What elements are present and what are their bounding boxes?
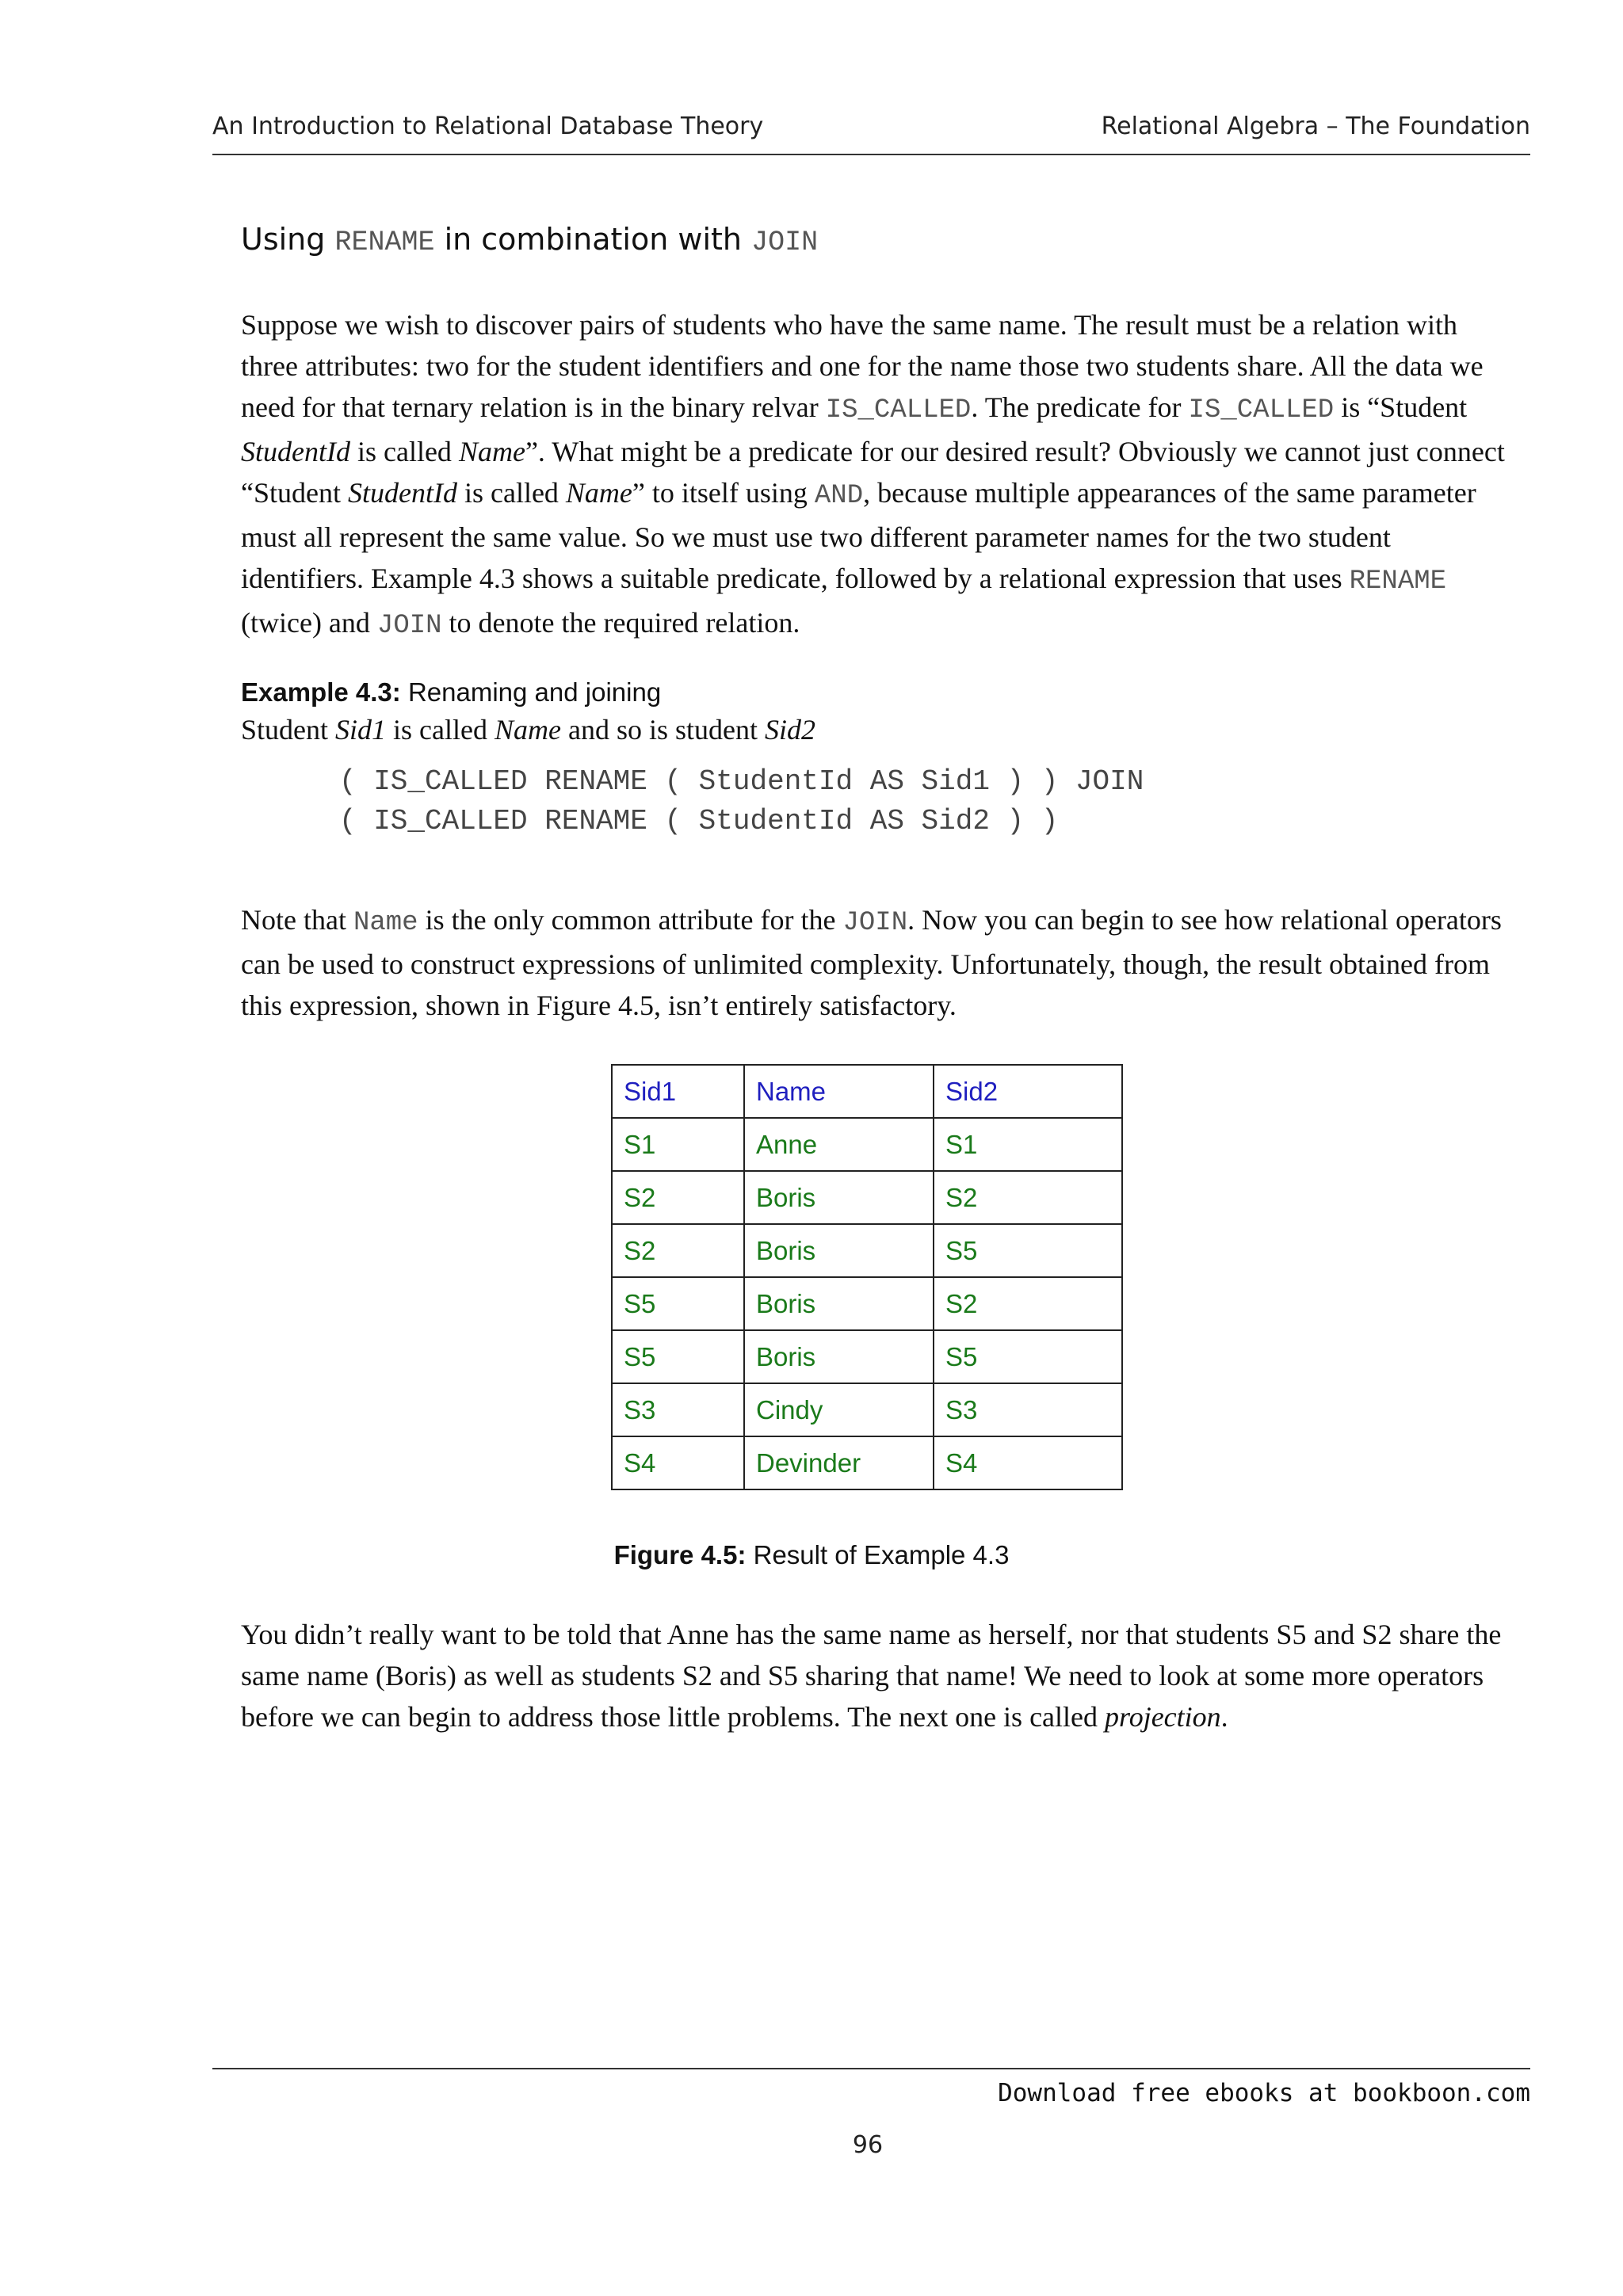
italic-term: projection <box>1105 1701 1221 1733</box>
paragraph-join-note: Note that Name is the only common attribute for the JOIN. Now you can begin to see how relational operators can be used to construct expressions of unlimited complexity. Unfortunately, though, the result obtained from this expression, shown in Figure 4.5, isn’t entirely satisfactory. <box>241 904 1502 1021</box>
inline-code: RENAME <box>1349 566 1447 597</box>
italic-term: StudentId <box>241 436 350 467</box>
column-header-name: Name <box>744 1065 934 1118</box>
inline-code: JOIN <box>376 611 442 641</box>
example-heading <box>241 677 661 707</box>
table-row <box>612 1118 1122 1171</box>
table-cell: Boris <box>744 1171 934 1224</box>
column-header-sid1: Sid1 <box>612 1065 744 1118</box>
table-cell: S3 <box>934 1383 1122 1436</box>
table-cell: S1 <box>934 1118 1122 1171</box>
table-cell: S5 <box>934 1330 1122 1383</box>
inline-code: Name <box>353 908 418 938</box>
example-label: Example 4.3: <box>241 677 401 707</box>
section-heading-text: in combination with <box>434 222 752 257</box>
code-block-line-1: ( IS_CALLED RENAME ( StudentId AS Sid1 ) ) JOIN <box>339 765 1144 798</box>
inline-code: IS_CALLED <box>1188 395 1335 425</box>
table-cell: S4 <box>934 1436 1122 1489</box>
table-cell: S5 <box>612 1330 744 1383</box>
italic-term: Name <box>494 714 561 746</box>
italic-term: StudentId <box>347 477 457 509</box>
table-cell: S3 <box>612 1383 744 1436</box>
footer-download-link[interactable]: Download free ebooks at bookboon.com <box>998 2079 1530 2107</box>
figure-label: Figure 4.5: <box>613 1540 747 1569</box>
column-header-sid2: Sid2 <box>934 1065 1122 1118</box>
table-cell: S2 <box>934 1277 1122 1330</box>
table-cell: Boris <box>744 1330 934 1383</box>
table-cell: S5 <box>612 1277 744 1330</box>
section-heading-code-rename: RENAME <box>334 227 435 258</box>
table-cell: S4 <box>612 1436 744 1489</box>
table-cell: Boris <box>744 1277 934 1330</box>
table-cell: Anne <box>744 1118 934 1171</box>
inline-code: AND <box>814 481 864 511</box>
running-header-chapter-title: Relational Algebra – The Foundation <box>1101 113 1530 140</box>
table-row <box>612 1383 1122 1436</box>
example-predicate: Student Sid1 is called Name and so is student Sid2 <box>241 714 815 746</box>
figure-caption-text: Result of Example 4.3 <box>746 1540 1010 1569</box>
result-table <box>611 1064 1123 1490</box>
footer-divider <box>212 2068 1530 2069</box>
table-cell: S1 <box>612 1118 744 1171</box>
inline-code: JOIN <box>842 908 908 938</box>
table-cell: Cindy <box>744 1383 934 1436</box>
paragraph-intro: Suppose we wish to discover pairs of students who have the same name. The result must be a relation with three attributes: two for the student identifiers and one for the name those two students share. All the data we need for that ternary relation is in the binary relvar IS_CALLED. The predicate for IS_CALLED is “Student StudentId is called Name”. What might be a predicate for our desired result? Obviously we cannot just connect “Student StudentId is called Name” to itself using AND, because multiple appearances of the same parameter must all represent the same value. So we must use two different parameter names for the two student identifiers. Example 4.3 shows a suitable predicate, followed by a relational expression that uses RENAME (twice) and JOIN to denote the required relation. <box>241 309 1505 641</box>
table-row <box>612 1330 1122 1383</box>
page-number: 96 <box>852 2131 884 2159</box>
table-cell: Boris <box>744 1224 934 1277</box>
table-header-row <box>612 1065 1122 1118</box>
section-heading-text: Using <box>241 222 335 257</box>
section-heading <box>241 222 818 258</box>
table-cell: S2 <box>934 1171 1122 1224</box>
inline-code: IS_CALLED <box>825 395 972 425</box>
table-row <box>612 1224 1122 1277</box>
table-cell: S2 <box>612 1171 744 1224</box>
running-header-book-title: An Introduction to Relational Database Theory <box>212 113 764 140</box>
header-divider <box>212 154 1530 155</box>
paragraph-conclusion: You didn’t really want to be told that Anne has the same name as herself, nor that students S5 and S2 share the same name (Boris) as well as students S2 and S5 sharing that name! We need to look at some more operators before we can begin to address those little problems. The next one is called projection. <box>241 1619 1502 1733</box>
code-block-line-2: ( IS_CALLED RENAME ( StudentId AS Sid2 ) ) <box>339 805 1059 837</box>
italic-term: Sid2 <box>764 714 815 746</box>
figure-caption <box>0 1540 1623 1570</box>
italic-term: Name <box>458 436 525 467</box>
table-cell: S2 <box>612 1224 744 1277</box>
italic-term: Sid1 <box>335 714 387 746</box>
table-cell: S5 <box>934 1224 1122 1277</box>
example-title: Renaming and joining <box>400 677 662 707</box>
table-row <box>612 1436 1122 1489</box>
table-row <box>612 1277 1122 1330</box>
table-cell: Devinder <box>744 1436 934 1489</box>
italic-term: Name <box>565 477 632 509</box>
section-heading-code-join: JOIN <box>751 227 819 258</box>
table-row <box>612 1171 1122 1224</box>
